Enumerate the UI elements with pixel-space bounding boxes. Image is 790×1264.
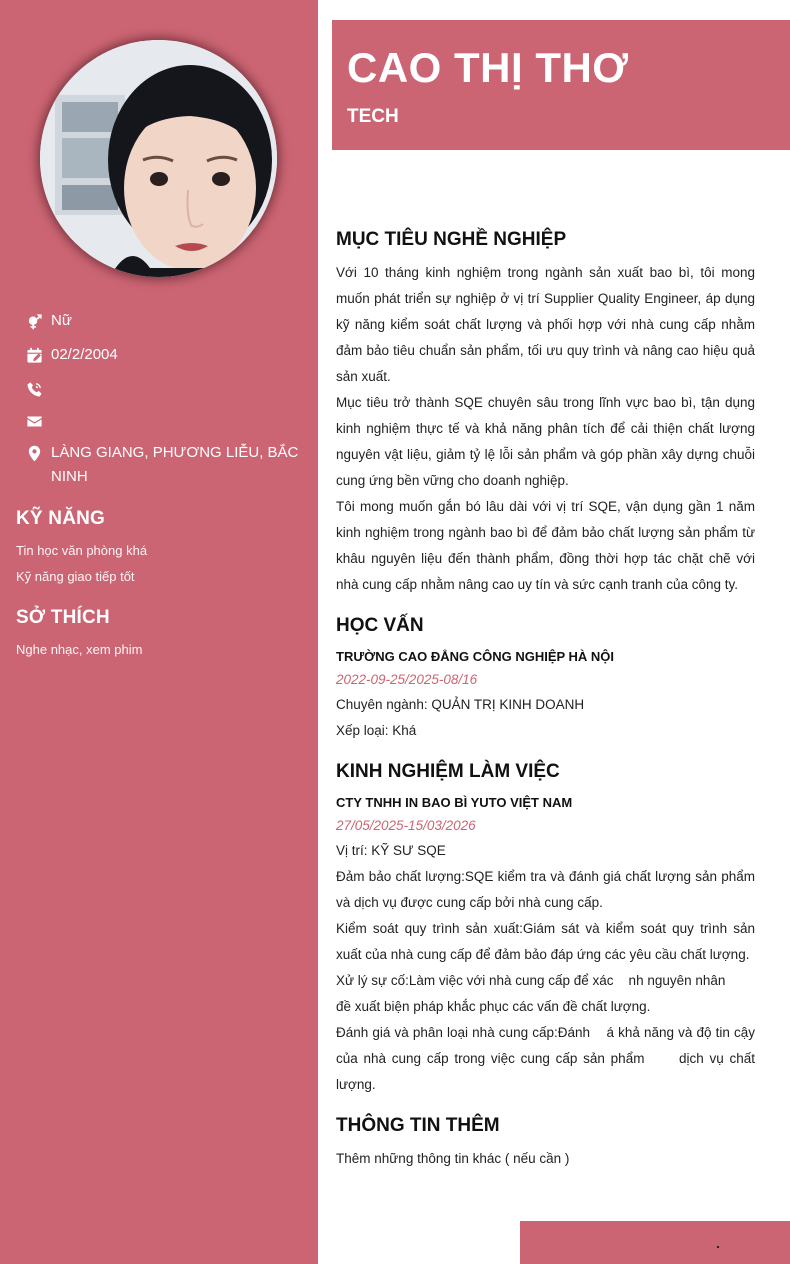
contact-gender — [24, 309, 304, 333]
company-name: CTY TNHH IN BAO BÌ YUTO VIỆT NAM — [336, 795, 573, 810]
sidebar — [0, 0, 318, 1264]
experience-duty: Kiểm soát quy trình sản xuất:Giám sát và kiểm soát quy trình sản xuất của nhà cung cấp để đảm bảo đáp ứng các yêu cầu chất lượng. — [336, 921, 755, 962]
objective-title: MỤC TIÊU NGHỀ NGHIỆP — [336, 229, 567, 250]
additional-title: THÔNG TIN THÊM — [336, 1115, 500, 1136]
gender-text: Nữ — [51, 312, 72, 329]
birthdate-text: 02/2/2004 — [51, 346, 118, 363]
additional-text: Thêm những thông tin khác ( nếu cần ) — [336, 1151, 570, 1166]
objective-paragraph: Mục tiêu trở thành SQE chuyên sâu trong lĩnh vực bao bì, tận dụng kinh nghiệm thực tế và khả năng phân tích để cải thiện chất lượng nguyên vật liệu, giảm tỷ lệ lỗi sản phẩm và góp phần xây dựng chuỗi cung ứng bền vững cho doanh nghiệp. — [336, 395, 755, 488]
school-name: TRƯỜNG CAO ĐẲNG CÔNG NGHIỆP HÀ NỘI — [336, 649, 615, 664]
skills-section — [16, 508, 306, 590]
skills-title: KỸ NĂNG — [16, 508, 106, 529]
full-name: CAO THỊ THƠ — [347, 44, 629, 91]
experience-position: Vị trí: KỸ SƯ SQE — [336, 843, 446, 858]
phone-icon — [24, 379, 44, 399]
education-grade: Xếp loại: Khá — [336, 723, 417, 738]
experience-duty: Đánh giá và phân loại nhà cung cấp:Đánh á khả năng và độ tin cậy của nhà cung cấp trong việc cung cấp sản phẩm dịch vụ chất lượng. — [336, 1025, 759, 1092]
calendar-icon — [24, 345, 44, 365]
contact-info — [24, 309, 304, 499]
contact-email — [24, 409, 304, 431]
contact-phone — [24, 377, 304, 399]
education-section — [336, 612, 755, 744]
education-dates: 2022-09-25/2025-08/16 — [336, 672, 478, 687]
avatar-photo — [40, 40, 277, 277]
address-text: LÀNG GIANG, PHƯƠNG LIỄU, BẮC NINH — [51, 444, 299, 485]
gender-icon — [24, 311, 44, 331]
skill-item: Kỹ năng giao tiếp tốt — [16, 569, 135, 584]
job-role: TECH — [347, 106, 399, 127]
contact-birthdate — [24, 343, 304, 367]
avatar — [40, 40, 277, 277]
additional-section — [336, 1112, 755, 1172]
education-title: HỌC VẤN — [336, 615, 424, 636]
header-banner — [332, 20, 790, 150]
objective-paragraph: Với 10 tháng kinh nghiệm trong ngành sản xuất bao bì, tôi mong muốn phát triển sự nghiệp ở vị trí Supplier Quality Engineer, áp dụng kỹ năng kiểm soát chất lượng và phối hợp với nhà cung cấp nhằm đảm bảo tiêu chuẩn sản phẩm, tối ưu quy trình và nâng cao hiệu quả sản xuất. — [336, 265, 755, 384]
experience-dates: 27/05/2025-15/03/2026 — [336, 818, 476, 833]
experience-title: KINH NGHIỆM LÀM VIỆC — [336, 761, 560, 782]
experience-duty: Đảm bảo chất lượng:SQE kiểm tra và đánh giá chất lượng sản phẩm và dịch vụ được cung cấp bởi nhà cung cấp. — [336, 869, 755, 910]
location-icon — [24, 443, 44, 463]
experience-section — [336, 758, 759, 1098]
email-icon — [24, 411, 44, 431]
main-content — [336, 226, 759, 1186]
experience-duty: Xử lý sự cố:Làm việc với nhà cung cấp để xác nh nguyên nhân đề xuất biện pháp khắc phục các vấn đề chất lượng. — [336, 973, 745, 1014]
footer-accent-block — [520, 1221, 790, 1264]
decorative-dot — [717, 1246, 719, 1248]
education-major: Chuyên ngành: QUẢN TRỊ KINH DOANH — [336, 697, 585, 712]
contact-address — [24, 441, 304, 489]
skill-item: Tin học văn phòng khá — [16, 543, 148, 558]
hobbies-title: SỞ THÍCH — [16, 607, 110, 628]
hobbies-section — [16, 607, 306, 663]
objective-paragraph: Tôi mong muốn gắn bó lâu dài với vị trí SQE, vận dụng gần 1 năm kinh nghiệm trong ngành bao bì để đảm bảo chất lượng sản phẩm từ khâu nguyên liệu đến thành phẩm, đồng thời hợp tác chặt chẽ với nhà cung cấp nhằm nâng cao uy tín và sức cạnh tranh của công ty. — [336, 499, 755, 592]
hobby-item: Nghe nhạc, xem phim — [16, 642, 143, 657]
objective-section — [336, 226, 755, 598]
